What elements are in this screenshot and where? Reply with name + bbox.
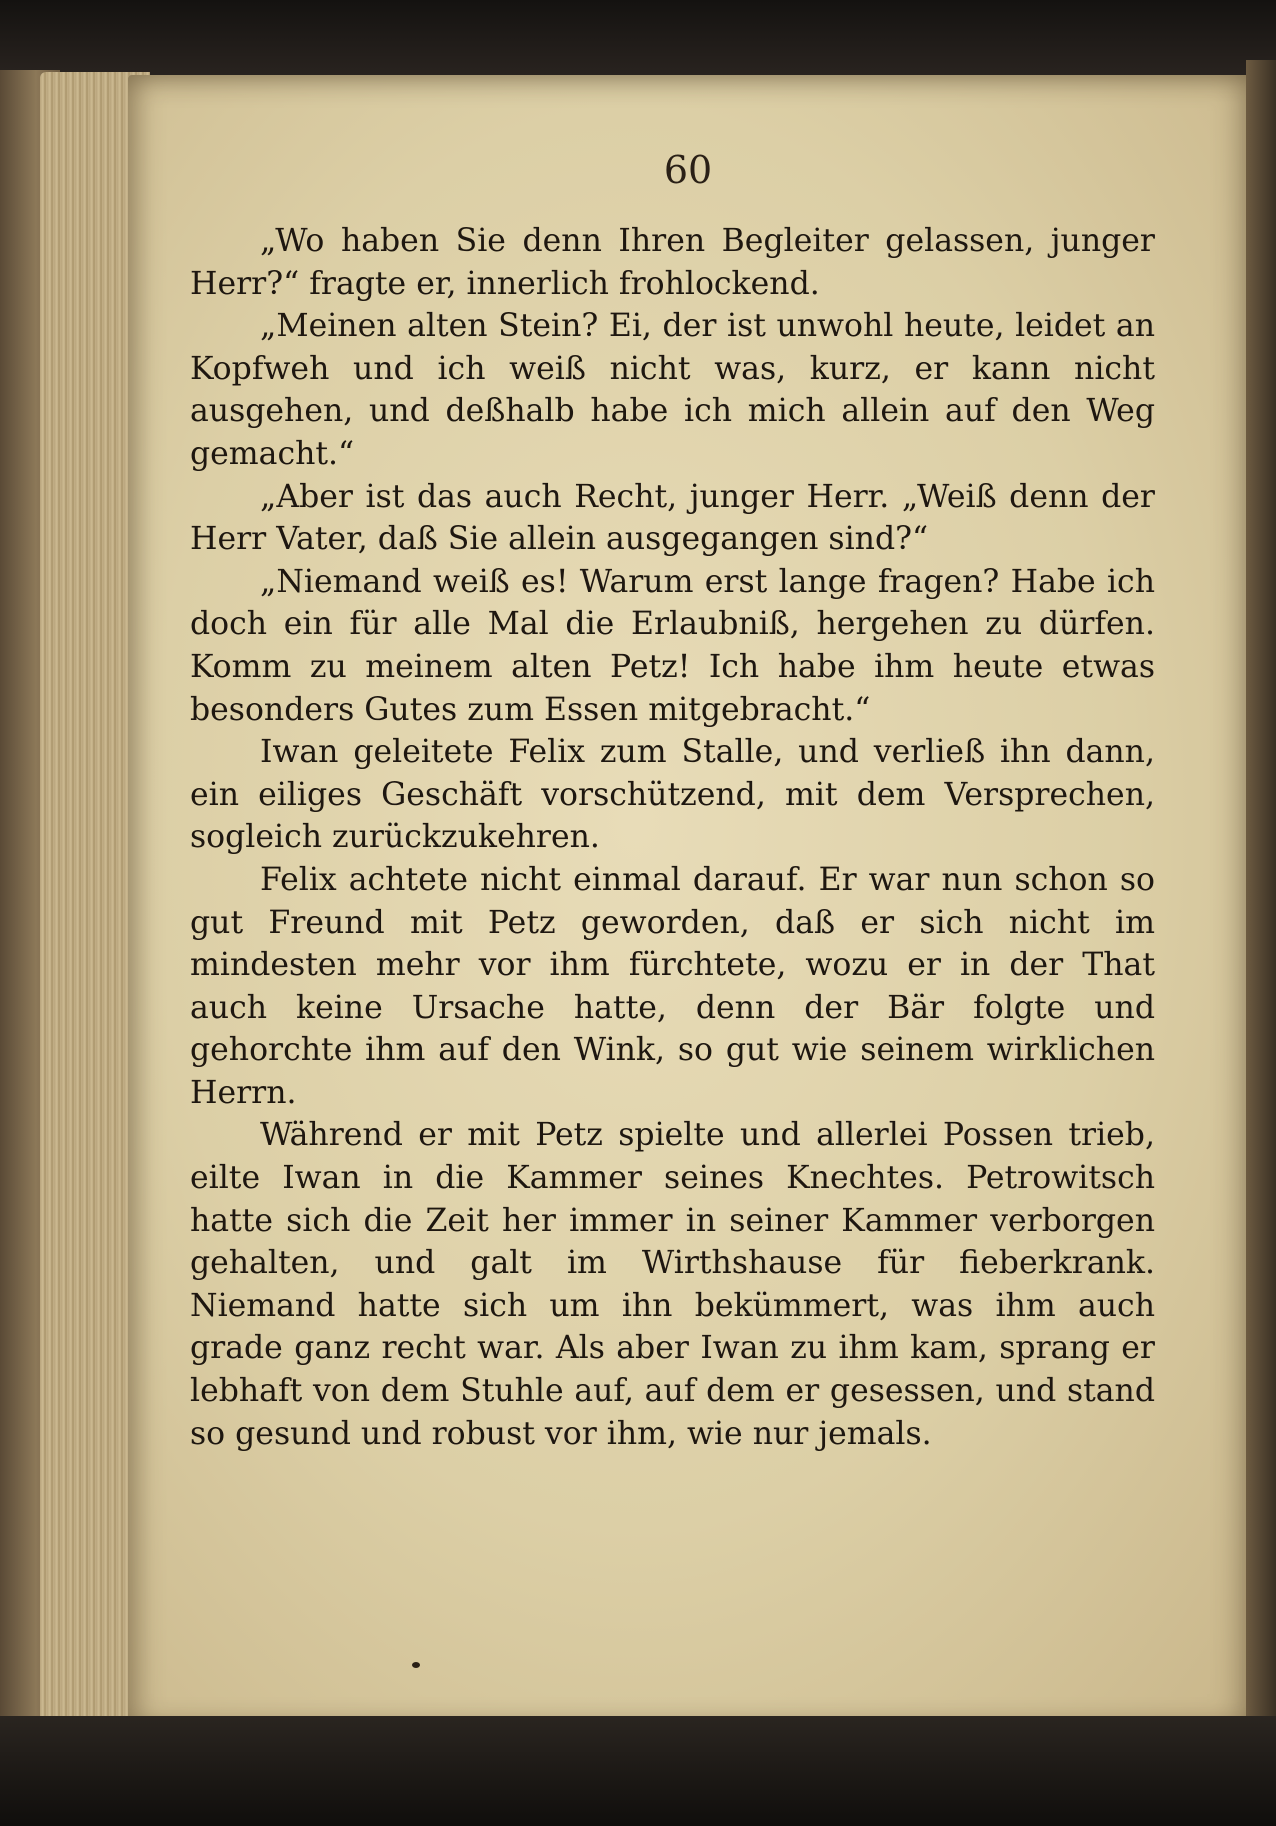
paragraph-2: „Meinen alten Stein? Ei, der ist unwohl heute, leidet an Kopfweh und ich weiß nicht was, kurz, er kann nicht ausgehen, und deßhalb habe ich mich allein auf den Weg gemacht.“ <box>190 308 1155 472</box>
facing-page-edge <box>1246 60 1276 1730</box>
paragraph-7: Während er mit Petz spielte und allerlei Possen trieb, eilte Iwan in die Kammer seines Knechtes. Petrowitsch hatte sich die Zeit her immer in seiner Kammer verborgen gehalten, und galt im Wirthshause für fieberkrank. Niemand hatte sich um ihn bekümmert, was ihm auch grade ganz recht war. Als aber Iwan zu ihm kam, sprang er lebhaft von dem Stuhle auf, auf dem er gesessen, und stand so gesund und robust vor ihm, wie nur jemals. <box>190 1117 1155 1452</box>
page-number: 60 <box>663 148 713 192</box>
paragraph-1: „Wo haben Sie denn Ihren Begleiter gelassen, junger Herr?“ fragte er, innerlich frohlockend. <box>190 223 1155 302</box>
ink-speck <box>412 1662 420 1668</box>
page-text <box>190 220 1155 1455</box>
book-cover-bottom <box>0 1716 1276 1826</box>
paragraph-5: Iwan geleitete Felix zum Stalle, und verließ ihn dann, ein eiliges Geschäft vorschützend, mit dem Versprechen, sogleich zurückzukehren. <box>190 734 1155 856</box>
book-cover-top <box>0 0 1276 80</box>
paragraph-3: „Aber ist das auch Recht, junger Herr. „Weiß denn der Herr Vater, daß Sie allein ausgegangen sind?“ <box>190 478 1155 558</box>
paragraph-6: Felix achtete nicht einmal darauf. Er war nun schon so gut Freund mit Petz geworden, daß er sich nicht im mindesten mehr vor ihm fürchtete, wozu er in der That auch keine Ursache hatte, denn der Bär folgte und gehorchte ihm auf den Wink, so gut wie seinem wirklichen Herrn. <box>190 861 1155 1111</box>
paragraph-4: „Niemand weiß es! Warum erst lange fragen? Habe ich doch ein für alle Mal die Erlaubniß, hergehen zu dürfen. Komm zu meinem alten Petz! Ich habe ihm heute etwas besonders Gutes zum Essen mitgebracht.“ <box>190 563 1155 728</box>
